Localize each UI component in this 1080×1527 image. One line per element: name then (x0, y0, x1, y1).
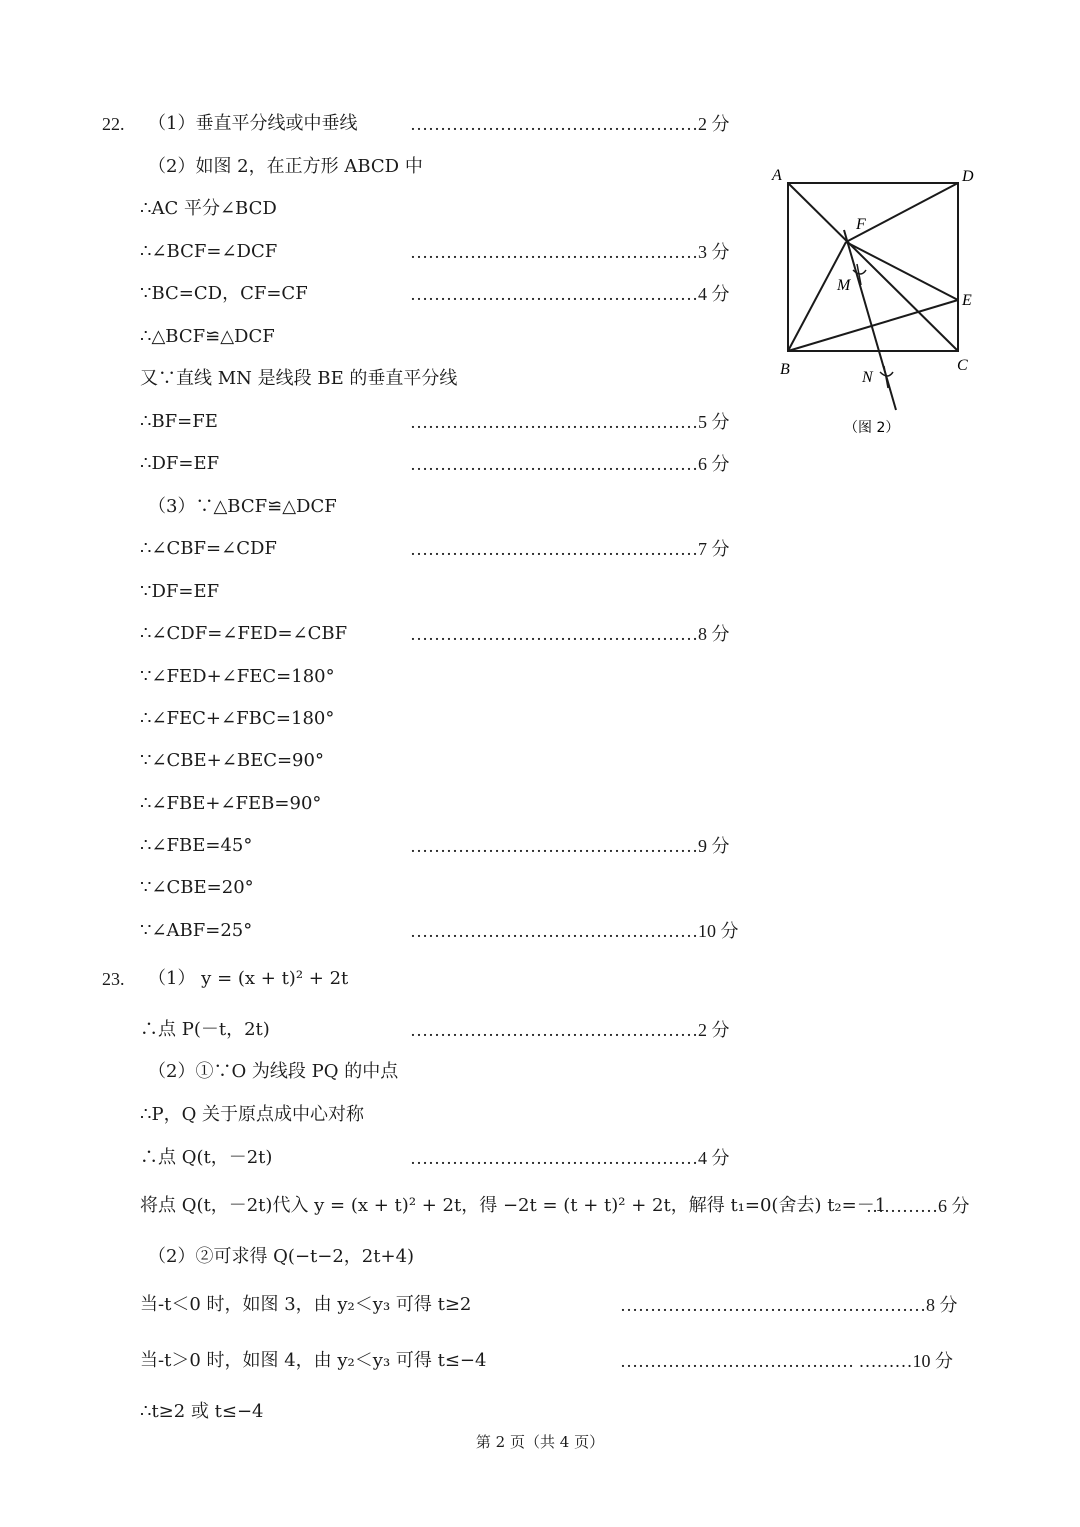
q22-step-line: （2）如图 2，在正方形 ABCD 中 (148, 156, 423, 177)
label-b: B (780, 361, 790, 378)
q22-score: …………………………………………3 分 (410, 242, 730, 262)
segment-fe (846, 242, 958, 300)
question-23-number: 23. (102, 969, 125, 989)
q22-score: …………………………………………8 分 (410, 624, 730, 644)
question-22-number: 22. (102, 114, 125, 134)
q22-step-line: （1）垂直平分线或中垂线 (148, 113, 358, 134)
page-footer: 第 2 页（共 4 页） (475, 1433, 605, 1451)
q23-conclusion: ∴t≥2 或 t≤−4 (140, 1401, 264, 1422)
q23-line-case-positive: 当-t＞0 时，如图 4，由 y₂＜y₃ 可得 t≤−4 (140, 1350, 487, 1371)
q23-score-8: ……………………………………………8 分 (620, 1295, 958, 1315)
q22-step-line: （3）∵△BCF≌△DCF (148, 496, 337, 517)
q23-score-6: …………6 分 (866, 1196, 970, 1216)
segment-bf (788, 242, 846, 351)
q22-step-line: ∴∠FBE+∠FEB=90° (140, 793, 322, 814)
q22-score: …………………………………………5 分 (410, 412, 730, 432)
q23-line-midpoint: （2）①∵O 为线段 PQ 的中点 (148, 1061, 399, 1082)
q23-part1-equation: （1） y = (x + t)² + 2t (148, 968, 349, 989)
q22-step-line: ∴∠CBF=∠CDF (140, 538, 277, 559)
q23-score-2: …………………………………………2 分 (410, 1020, 730, 1040)
label-f: F (856, 216, 866, 233)
q22-step-line: ∴△BCF≌△DCF (140, 326, 275, 347)
label-e: E (962, 292, 972, 309)
q22-step-line: ∴∠BCF=∠DCF (140, 241, 278, 262)
q22-score: …………………………………………2 分 (410, 114, 730, 134)
q22-step-line: ∴AC 平分∠BCD (140, 198, 277, 219)
label-a: A (772, 167, 782, 184)
label-c: C (957, 357, 968, 374)
figure-caption: （图 2） (844, 420, 900, 436)
q23-score-10: ………………………………… ………10 分 (620, 1351, 953, 1371)
q23-score-4: …………………………………………4 分 (410, 1148, 730, 1168)
label-n: N (862, 369, 873, 386)
q23-line-point-p: ∴点 P(－t，2t) (140, 1019, 270, 1040)
label-d: D (962, 168, 974, 185)
q22-step-line: ∵∠CBE=20° (140, 877, 254, 898)
q22-step-line: ∵∠ABF=25° (140, 920, 253, 941)
segment-df (846, 183, 958, 242)
q22-step-line: ∴∠CDF=∠FED=∠CBF (140, 623, 348, 644)
q22-step-line: ∴∠FEC+∠FBC=180° (140, 708, 335, 729)
q23-line-point-q: ∴点 Q(t，－2t) (140, 1147, 273, 1168)
q22-score: …………………………………………10 分 (410, 921, 739, 941)
q22-step-line: ∴BF=FE (140, 411, 218, 432)
q22-step-line: 又∵直线 MN 是线段 BE 的垂直平分线 (140, 368, 458, 389)
q22-step-line: ∵DF=EF (140, 581, 220, 602)
figure-2-square-diagram (760, 160, 990, 445)
q22-score: …………………………………………9 分 (410, 836, 730, 856)
label-m: M (837, 277, 851, 294)
q22-step-line: ∴DF=EF (140, 453, 220, 474)
q23-line-substitute: 将点 Q(t，－2t)代入 y = (x + t)² + 2t，得 −2t = (t + t)² + 2t，解得 t₁=0(舍去) t₂=－1 (140, 1195, 887, 1216)
q22-step-line: ∵∠CBE+∠BEC=90° (140, 750, 324, 771)
q22-step-line: ∴∠FBE=45° (140, 835, 253, 856)
q23-line-q-coords: （2）②可求得 Q(−t−2，2t+4) (148, 1246, 415, 1267)
q22-score: …………………………………………7 分 (410, 539, 730, 559)
q23-line-symmetry: ∴P，Q 关于原点成中心对称 (140, 1104, 365, 1125)
q22-score: …………………………………………4 分 (410, 284, 730, 304)
q22-step-line: ∵∠FED+∠FEC=180° (140, 666, 335, 687)
q22-score: …………………………………………6 分 (410, 454, 730, 474)
q22-step-line: ∵BC=CD，CF=CF (140, 283, 308, 304)
q23-line-case-negative: 当-t＜0 时，如图 3，由 y₂＜y₃ 可得 t≥2 (140, 1294, 472, 1315)
